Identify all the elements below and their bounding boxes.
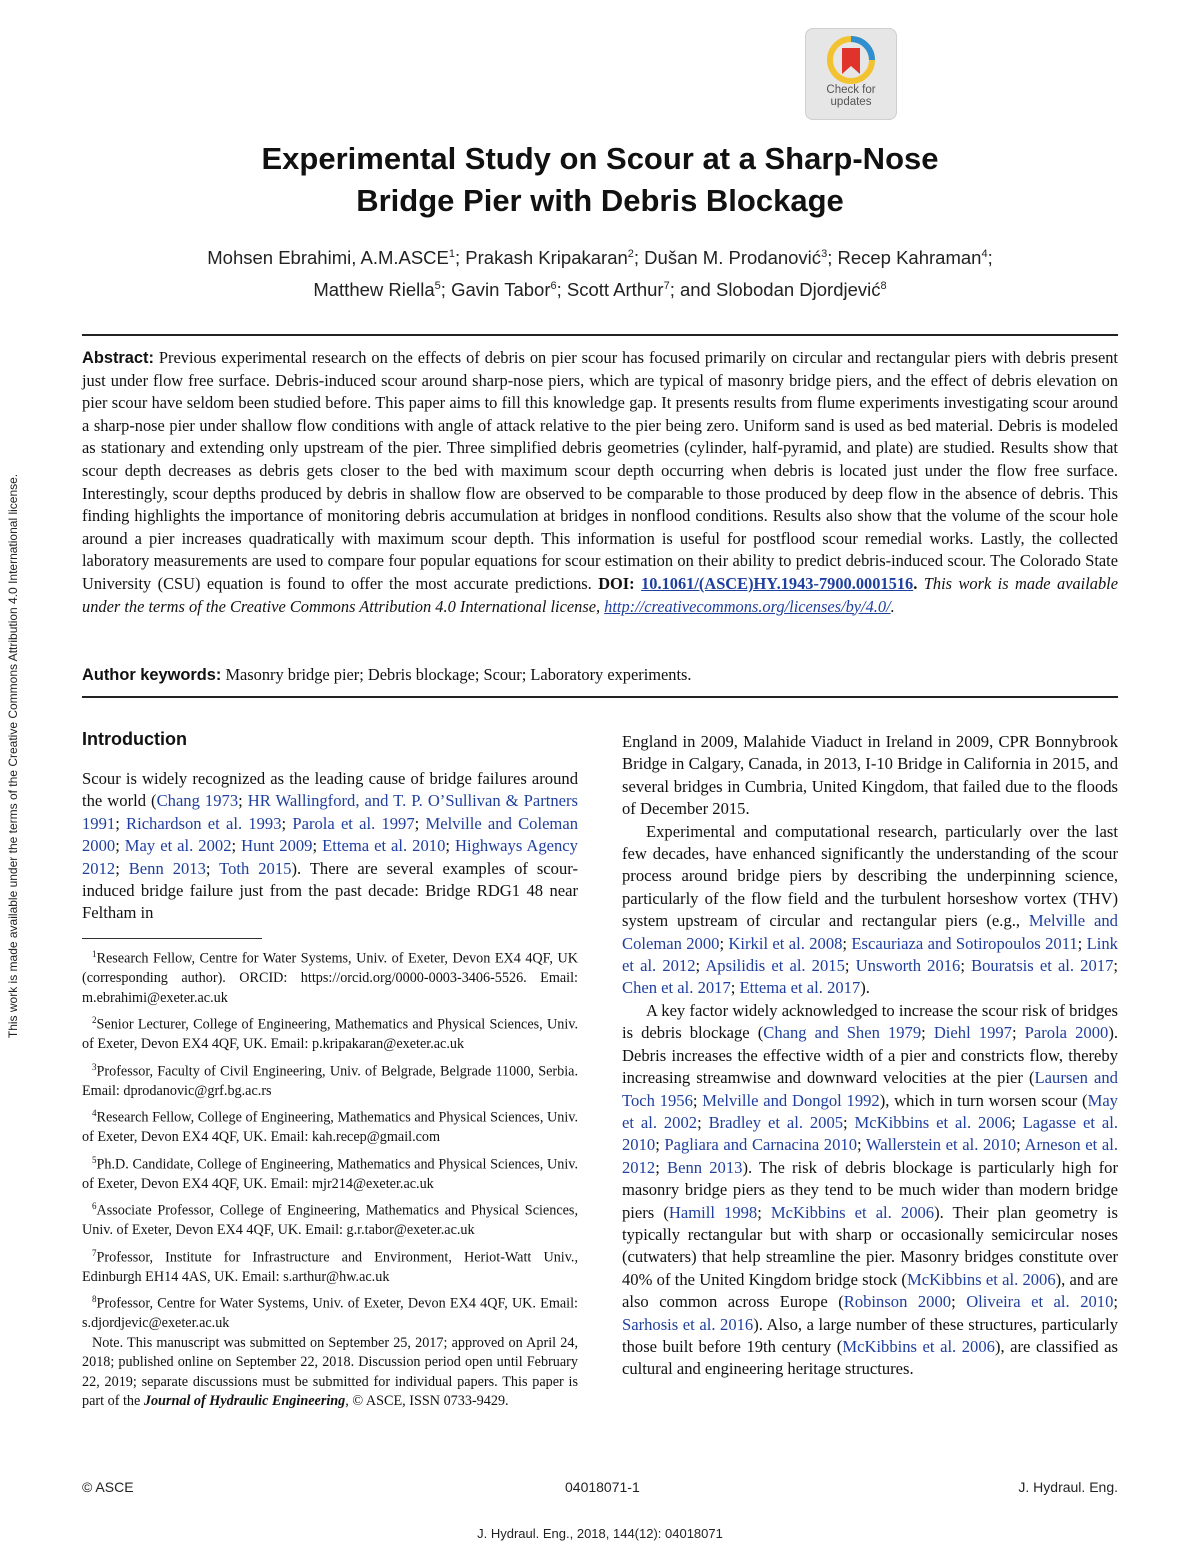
left-column xyxy=(82,728,578,925)
body-text: ). xyxy=(860,978,870,998)
citation-link[interactable]: Hunt 2009 xyxy=(241,836,313,856)
body-text: ; xyxy=(719,933,729,953)
citation-link[interactable]: Benn 2013 xyxy=(128,858,206,878)
body-text: ; xyxy=(692,1090,703,1110)
note-journal: Journal of Hydraulic Engineering xyxy=(143,1393,346,1409)
body-text: ; xyxy=(1016,1135,1025,1155)
citation-link[interactable]: Arneson et al. 2012 xyxy=(622,1135,1119,1177)
author-5: Matthew Riella xyxy=(313,279,435,301)
body-text: ; xyxy=(842,933,852,953)
footnote-text: Professor, Centre for Water Systems, Univ. of Exeter, Devon EX4 4QF, UK. Email: s.djordjevic@exeter.ac.uk xyxy=(82,1295,578,1332)
citation-link[interactable]: Toth 2015 xyxy=(219,858,292,878)
footnote-text: Professor, Institute for Infrastructure and Environment, Heriot-Watt Univ., Edinburgh EH14 4AS, UK. Email: s.arthur@hw.ac.uk xyxy=(82,1249,578,1285)
body-text: ; xyxy=(281,813,293,833)
license-link[interactable]: http://creativecommons.org/licenses/by/4.0/ xyxy=(604,596,891,616)
footnote-text: Ph.D. Candidate, College of Engineering, Mathematics and Physical Sciences, Univ. of Exeter, Devon EX4 4QF, UK. Email: mjr214@exeter.ac.uk xyxy=(82,1156,578,1192)
badge-text xyxy=(805,84,897,108)
abstract-top-rule xyxy=(82,334,1118,336)
note-end: , © ASCE, ISSN 0733-9429. xyxy=(345,1393,509,1409)
author-line-2 xyxy=(100,272,1100,304)
footnote-rule xyxy=(82,938,262,939)
body-text: ; xyxy=(1077,933,1087,953)
footnote-text: Associate Professor, College of Engineering, Mathematics and Physical Sciences, Univ. of Exeter, Devon EX4 4QF, UK. Email: g.r.tabor@exeter.ac.uk xyxy=(82,1202,578,1239)
citation-link[interactable]: McKibbins et al. 2006 xyxy=(906,1269,1056,1289)
body-text: ). The risk of debris blockage is particularly high for masonry bridge piers as they tend to be much wider than modern bridge piers ( xyxy=(622,1157,1118,1222)
body-text: ; xyxy=(1011,1112,1023,1132)
body-text: ; xyxy=(414,813,426,833)
citation-link[interactable]: Kirkil et al. 2008 xyxy=(728,933,843,953)
citation-link[interactable]: Robinson 2000 xyxy=(843,1292,952,1312)
license-side-text xyxy=(4,416,22,1096)
citation-link[interactable]: Highways Agency 2012 xyxy=(82,836,578,878)
badge-line-1: Check for xyxy=(826,84,876,96)
citation-link[interactable]: Benn 2013 xyxy=(667,1157,743,1177)
author-list xyxy=(100,240,1100,304)
citation-link[interactable]: Pagliara and Carnacina 2010 xyxy=(664,1135,857,1155)
crossmark-icon xyxy=(827,36,875,84)
body-text: ; xyxy=(231,836,242,856)
introduction-heading: Introduction xyxy=(82,729,187,749)
citation-link[interactable]: McKibbins et al. 2006 xyxy=(770,1202,935,1222)
footnote-marker: 1 xyxy=(92,949,97,959)
author-3: ; Dušan M. Prodanović xyxy=(633,247,822,269)
side-text: This work is made available under the terms of the Creative Commons Attribution 4.0 International license. xyxy=(6,473,20,1039)
abstract-bottom-rule xyxy=(82,696,1118,698)
body-text: ; xyxy=(115,858,129,878)
citation-link[interactable]: Sarhosis et al. 2016 xyxy=(622,1314,754,1334)
citation-link[interactable]: Bradley et al. 2005 xyxy=(708,1112,844,1132)
abstract xyxy=(82,347,1118,618)
citation-link[interactable]: Melville and Coleman 2000 xyxy=(622,911,1118,953)
footnote-text: Research Fellow, College of Engineering, Mathematics and Physical Sciences, Univ. of Exeter, Devon EX4 4QF, UK. Email: kah.recep@gmail.com xyxy=(82,1109,578,1146)
abstract-body: Previous experimental research on the effects of debris on pier scour has focused primarily on circular and rectangular piers with debris present just under flow free surface. Debris-induced scour around sharp-nose piers, which are typical of masonry bridge piers, and the effect of debris elevation on pier scour have seldom been studied before. This paper aims to fill this knowledge gap. It presents results from flume experiments investigating scour around a sharp-nose pier under shallow flow conditions with angle of attack relative to the pier being zero. Uniform sand is used as bed material. Debris is modeled as stationary and extending only upstream of the pier. Three simplified debris geometries (cylinder, half-pyramid, and plate) are studied. Results show that scour depth decreases as debris gets closer to the bed with maximum scour depth occurring when debris is located just under the flow free surface. Interestingly, scour depths produced by debris in shallow flow are observed to be comparable to those produced by deep flow in the absence of debris. This finding highlights the importance of monitoring debris accumulation at bridges in nonflood conditions. Results also show that the volume of the scour hole around a pier increases quadratically with maximum scour depth. This information is useful for postflood scour remedial works. Lastly, the collected laboratory measurements are used to compare four popular equations for scour estimation on their ability to predict debris-induced scour. The Colorado State University (CSU) equation is found to offer the most accurate predictions. xyxy=(82,348,1118,593)
manuscript-note xyxy=(82,1334,578,1412)
body-text: ; xyxy=(960,956,972,976)
footnote-marker: 5 xyxy=(92,1154,97,1165)
author-7-sup: 7 xyxy=(663,280,670,293)
author-5-sup: 5 xyxy=(434,280,441,293)
citation-link[interactable]: Apsilidis et al. 2015 xyxy=(705,956,845,976)
affiliation-footnote xyxy=(82,1290,578,1334)
footer-page-id: 04018071-1 xyxy=(565,1479,640,1495)
footnote-marker: 7 xyxy=(92,1247,97,1258)
body-text: ; xyxy=(857,1135,866,1155)
body-text: ; xyxy=(115,813,127,833)
body-text: ; xyxy=(844,956,856,976)
affiliation-footnote xyxy=(82,1197,578,1241)
footer-journal: J. Hydraul. Eng. xyxy=(1018,1479,1118,1495)
affiliation-footnote xyxy=(82,1104,578,1148)
author-6: ; Gavin Tabor xyxy=(440,279,551,301)
author-4-sup: 4 xyxy=(981,248,988,260)
author-2-sup: 2 xyxy=(627,248,634,260)
badge-line-2: updates xyxy=(830,96,872,108)
citation-link[interactable]: Wallerstein et al. 2010 xyxy=(865,1135,1017,1155)
citation-link[interactable]: Parola 2000 xyxy=(1024,1023,1109,1043)
citation-line: J. Hydraul. Eng., 2018, 144(12): 04018071 xyxy=(477,1526,723,1541)
body-text: ; xyxy=(1113,1292,1119,1312)
body-text: ; xyxy=(238,791,248,811)
body-text: ; xyxy=(843,1112,855,1132)
right-column xyxy=(622,731,1118,1381)
keywords-text: Masonry bridge pier; Debris blockage; Scour; Laboratory experiments. xyxy=(221,665,692,684)
body-text: ; xyxy=(697,1112,709,1132)
footnote-marker: 6 xyxy=(92,1201,97,1212)
body-text: ; xyxy=(312,836,323,856)
citation-link[interactable]: May et al. 2002 xyxy=(622,1090,1118,1132)
author-keywords xyxy=(82,664,1118,686)
footnote-text: Senior Lecturer, College of Engineering, Mathematics and Physical Sciences, Univ. of Exeter, Devon EX4 4QF, UK. Email: p.kripakaran@exeter.ac.uk xyxy=(82,1016,578,1053)
citation-link[interactable]: Laursen and Toch 1956 xyxy=(622,1068,1118,1110)
intro-right-paragraph-2 xyxy=(622,821,1118,1000)
abstract-label: Abstract: xyxy=(82,349,154,367)
footnote-marker: 2 xyxy=(92,1014,97,1025)
body-text: ; xyxy=(1113,956,1118,976)
body-text: ). Also, a large number of these structures, particularly those built before 19th century ( xyxy=(622,1314,1118,1356)
body-text: A key factor widely acknowledged to increase the scour risk of bridges is debris blockage ( xyxy=(622,1000,1118,1043)
footnote-text: Research Fellow, Centre for Water Systems, Univ. of Exeter, Devon EX4 4QF, UK (corresponding author). ORCID: https://orcid.org/0000-0003-3406-5526. Email: m.ebrahimi@exeter.ac.uk xyxy=(82,950,578,1006)
author-3-sup: 3 xyxy=(821,248,828,260)
citation-link[interactable]: Link et al. 2012 xyxy=(622,933,1118,976)
body-text: ; xyxy=(115,836,125,856)
citation-link[interactable]: Parola et al. 1997 xyxy=(292,813,415,833)
footer-copyright: © ASCE xyxy=(82,1479,134,1495)
intro-paragraph-1 xyxy=(82,768,578,925)
citation-link[interactable]: Unsworth 2016 xyxy=(855,956,961,976)
affiliation-footnote xyxy=(82,1244,578,1288)
license-end: . xyxy=(890,596,895,616)
author-6-sup: 6 xyxy=(550,280,557,293)
citation-link[interactable]: Ettema et al. 2017 xyxy=(739,978,861,998)
citation-link[interactable]: Hamill 1998 xyxy=(668,1202,758,1222)
footnote-marker: 4 xyxy=(92,1108,97,1119)
citation-link[interactable]: May et al. 2002 xyxy=(124,836,232,856)
doi-end: . xyxy=(913,573,924,593)
body-text: ; xyxy=(695,956,706,976)
citation-link[interactable]: Melville and Dongol 1992 xyxy=(702,1090,880,1110)
affiliation-footnote xyxy=(82,945,578,1008)
affiliation-list xyxy=(82,945,578,1334)
footnotes xyxy=(82,945,578,1411)
note-text: Note. This manuscript was submitted on September 25, 2017; approved on April 24, 2018; published online on September 22, 2018. Discussion period open until February 22, 2019; separate discussions must be submitted for individual papers. This paper is part of the xyxy=(82,1334,578,1409)
citation-link[interactable]: HR Wallingford, and T. P. O’Sullivan & Partners 1991 xyxy=(82,791,578,833)
title-line-2: Bridge Pier with Debris Blockage xyxy=(356,183,844,218)
author-1: Mohsen Ebrahimi, A.M.ASCE xyxy=(207,247,449,269)
footnote-marker: 8 xyxy=(92,1294,97,1305)
citation-link[interactable]: McKibbins et al. 2006 xyxy=(854,1112,1012,1132)
body-text: ). There are several examples of scour-induced bridge failure just from the past decade: Bridge RDG1 48 near Feltham in xyxy=(82,858,578,923)
citation-link[interactable]: McKibbins et al. 2006 xyxy=(842,1336,995,1356)
citation-link[interactable]: Chang and Shen 1979 xyxy=(763,1023,922,1043)
body-text: ), and are also common across Europe ( xyxy=(622,1269,1119,1312)
body-text: ), which in turn worsen scour ( xyxy=(879,1090,1088,1110)
title-line-1: Experimental Study on Scour at a Sharp-Nose xyxy=(261,141,939,176)
author-7: ; Scott Arthur xyxy=(556,279,664,301)
body-text: ; xyxy=(757,1202,771,1222)
doi-link[interactable]: 10.1061/(ASCE)HY.1943-7900.0001516 xyxy=(641,573,914,593)
body-text: ). Debris increases the effective width of a pier and constricts flow, thereby increasing streamwise and downward velocities at the pier ( xyxy=(622,1023,1118,1088)
citation-link[interactable]: Melville and Coleman 2000 xyxy=(82,813,578,856)
check-for-updates-badge[interactable] xyxy=(805,28,897,120)
body-text: ), are classified as cultural and engineering heritage structures. xyxy=(622,1336,1118,1379)
intro-right-paragraph-3 xyxy=(622,1000,1118,1381)
citation-link[interactable]: Lagasse et al. 2010 xyxy=(622,1112,1118,1155)
intro-right-paragraph-1: England in 2009, Malahide Viaduct in Ireland in 2009, CPR Bonnybrook Bridge in Calgary, Canada, in 2013, I-10 Bridge in California in 2015, and several bridges in Cumbria, United Kingdom, that failed due to the floods of December 2015. xyxy=(622,732,1118,819)
author-4-end: ; xyxy=(987,247,993,269)
citation-link[interactable]: Chen et al. 2017 xyxy=(622,978,731,998)
affiliation-footnote xyxy=(82,1058,578,1102)
body-text: ; xyxy=(730,978,740,998)
author-line-1 xyxy=(100,240,1100,272)
body-text: ; xyxy=(205,858,220,878)
author-4: ; Recep Kahraman xyxy=(827,247,982,269)
affiliation-footnote xyxy=(82,1151,578,1195)
citation-link[interactable]: Richardson et al. 1993 xyxy=(126,813,282,833)
affiliation-footnote xyxy=(82,1011,578,1055)
author-1-sup: 1 xyxy=(448,248,456,260)
body-text: ; xyxy=(445,836,455,856)
body-text: ; xyxy=(951,1292,967,1312)
citation-link[interactable]: Oliveira et al. 2010 xyxy=(966,1292,1114,1312)
paper-title xyxy=(100,138,1100,222)
body-text: ; xyxy=(655,1135,665,1155)
author-2: ; Prakash Kripakaran xyxy=(455,247,628,269)
footnote-marker: 3 xyxy=(92,1061,97,1072)
author-8-sup: 8 xyxy=(880,280,887,293)
keywords-label: Author keywords: xyxy=(82,666,222,684)
citation-link[interactable]: Diehl 1997 xyxy=(933,1023,1012,1043)
citation-link[interactable]: Ettema et al. 2010 xyxy=(322,836,446,856)
body-text: ; xyxy=(1011,1023,1025,1043)
license-text: This work is made available under the terms of the Creative Commons Attribution 4.0 International license, xyxy=(82,573,1118,616)
body-text: ; xyxy=(655,1157,668,1177)
citation-link[interactable]: Chang 1973 xyxy=(156,791,239,811)
citation-link[interactable]: Bouratsis et al. 2017 xyxy=(971,956,1114,976)
footnote-text: Professor, Faculty of Civil Engineering, Univ. of Belgrade, Belgrade 11000, Serbia. Email: dprodanovic@grf.bg.ac.rs xyxy=(82,1063,578,1099)
body-text: Experimental and computational research, particularly over the last few decades, have enhanced significantly the understanding of the scour process around bridge piers by describing the underpinning science, particularly of the flow field and the turbulent horseshow vortex (THV) system upstream of circular and rectangular piers (e.g., xyxy=(622,821,1118,931)
doi-label: DOI: xyxy=(598,573,642,593)
body-text: Scour is widely recognized as the leading cause of bridge failures around the world ( xyxy=(82,769,578,811)
citation-link[interactable]: Escauriaza and Sotiropoulos 2011 xyxy=(851,933,1078,953)
body-text: ; xyxy=(921,1023,934,1043)
author-8: ; and Slobodan Djordjević xyxy=(669,279,881,301)
body-text: ). Their plan geometry is typically rectangular but with sharp or occasionally semicircular noses (cutwaters) that help streamline the pier. Masonry bridges constitute over 40% of the United Kingdom bridge stock ( xyxy=(622,1202,1118,1289)
